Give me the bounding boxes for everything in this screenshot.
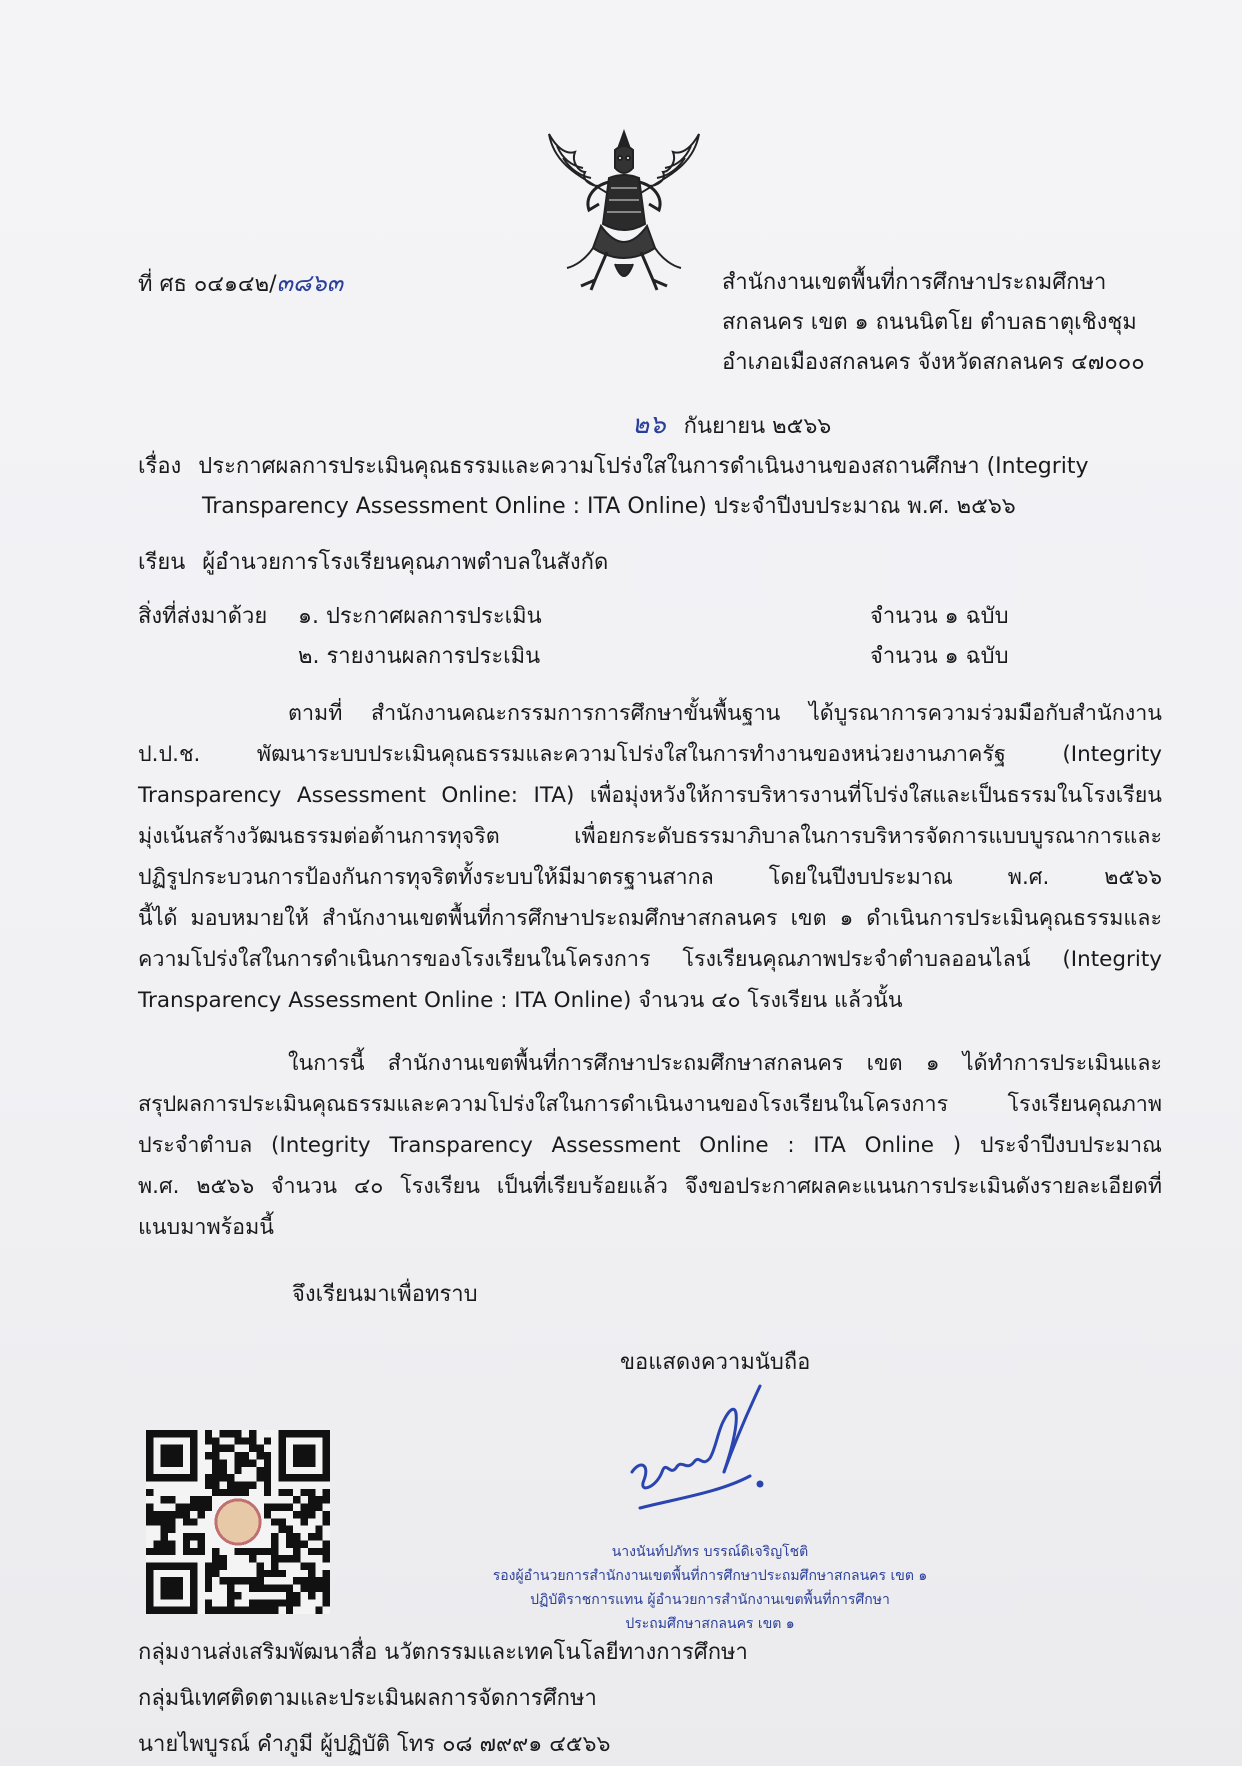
subject-line-1 (138, 452, 1089, 482)
enclosures-label: สิ่งที่ส่งมาด้วย (138, 604, 268, 629)
recipient (138, 548, 608, 578)
paragraph-1-line: ตามที่ สำนักงานคณะกรรมการการศึกษาขั้นพื้นฐาน ได้บูรณาการความร่วมมือกับสำนักงาน (288, 701, 1162, 726)
enclosure-item-2: ๒. รายงานผลการประเมิน (298, 644, 541, 669)
paragraph-2-line: ในการนี้ สำนักงานเขตพื้นที่การศึกษาประถมศึกษาสกลนคร เขต ๑ ได้ทำการประเมินและ (288, 1051, 1162, 1076)
recipient-text: ผู้อำนวยการโรงเรียนคุณภาพตำบลในสังกัด (202, 550, 609, 575)
signer-title-3: ประถมศึกษาสกลนคร เขต ๑ (625, 1616, 795, 1632)
paragraph-1-line: Transparency Assessment Online : ITA Online) จำนวน ๔๐ โรงเรียน แล้วนั้น (138, 988, 903, 1013)
subject-text-1: ประกาศผลการประเมินคุณธรรมและความโปร่งใสในการดำเนินงานของสถานศึกษา (Integrity (198, 454, 1089, 479)
recipient-label: เรียน (138, 550, 186, 575)
body-paragraph-2 (138, 1043, 1162, 1248)
paragraph-1-line: ปฏิรูปกระบวนการป้องกันการทุจริตทั้งระบบให้มีมาตรฐานสากล โดยในปีงบประมาณ พ.ศ. ๒๕๖๖ (138, 865, 1162, 890)
office-address-line-1: สำนักงานเขตพื้นที่การศึกษาประถมศึกษา (722, 270, 1107, 295)
signature-closing: ขอแสดงความนับถือ (620, 1350, 811, 1375)
closing-request: จึงเรียนมาเพื่อทราบ (292, 1282, 478, 1307)
document-date (632, 410, 831, 442)
footer-line-2: กลุ่มนิเทศติดตามและประเมินผลการจัดการศึกษา (138, 1686, 597, 1711)
signer-title-1: รองผู้อำนวยการสำนักงานเขตพื้นที่การศึกษาประถมศึกษาสกลนคร เขต ๑ (492, 1568, 928, 1584)
signer-name: นางนันท์ปภัทร บรรณ์ดิเจริญโชติ (611, 1544, 809, 1560)
subject-label: เรื่อง (138, 454, 182, 479)
enclosure-item-1: ๑. ประกาศผลการประเมิน (298, 604, 542, 629)
paragraph-2-line: สรุปผลการประเมินคุณธรรมและความโปร่งใสในการดำเนินงานของโรงเรียนในโครงการ โรงเรียนคุณภาพ (138, 1092, 1162, 1117)
footer-line-1: กลุ่มงานส่งเสริมพัฒนาสื่อ นวัตกรรมและเทคโนโลยีทางการศึกษา (138, 1640, 748, 1665)
paragraph-2-line: แนบมาพร้อมนี้ (138, 1215, 274, 1240)
qr-code (146, 1430, 330, 1614)
enclosure-qty-1: จำนวน ๑ ฉบับ (870, 604, 1009, 629)
paragraph-1-line: Transparency Assessment Online: ITA) เพื่อมุ่งหวังให้การบริหารงานที่โปร่งใสและเป็นธรรมในโรงเรียน (138, 783, 1162, 808)
footer-line-3: นายไพบูรณ์ คำภูมี ผู้ปฏิบัติ โทร ๐๘ ๗๙๙๑ ๔๕๖๖ (138, 1732, 611, 1757)
signer-title-2: ปฏิบัติราชการแทน ผู้อำนวยการสำนักงานเขตพื้นที่การศึกษา (530, 1592, 890, 1608)
body-paragraph-1 (138, 693, 1162, 1021)
office-address-line-2: สกลนคร เขต ๑ ถนนนิตโย ตำบลธาตุเชิงชุม (722, 310, 1137, 335)
enclosure-qty-2: จำนวน ๑ ฉบับ (870, 644, 1009, 669)
date-month-year: กันยายน ๒๕๖๖ (683, 414, 832, 439)
paragraph-1-line: ป.ป.ช. พัฒนาระบบประเมินคุณธรรมและความโปร่งใสในการทำงานของหน่วยงานภาครัฐ (Integrity (138, 742, 1162, 767)
date-day-handwritten: ๒๖ (632, 410, 666, 440)
paragraph-1-line: ความโปร่งใสในการดำเนินการของโรงเรียนในโครงการ โรงเรียนคุณภาพประจำตำบลออนไลน์ (Integrity (138, 947, 1162, 972)
garuda-emblem (545, 128, 703, 296)
paragraph-1-line: นี้ได้ มอบหมายให้ สำนักงานเขตพื้นที่การศึกษาประถมศึกษาสกลนคร เขต ๑ ดำเนินการประเมินคุณธรรมและ (138, 906, 1162, 931)
qr-center-logo (216, 1500, 260, 1544)
paragraph-1-line: มุ่งเน้นสร้างวัฒนธรรมต่อต้านการทุจริต เพื่อยกระดับธรรมาภิบาลในการบริหารจัดการแบบบูรณาการและ (138, 824, 1162, 849)
document-number (138, 268, 343, 300)
office-address-line-3: อำเภอเมืองสกลนคร จังหวัดสกลนคร ๔๗๐๐๐ (722, 350, 1145, 375)
subject-line-2: Transparency Assessment Online : ITA Online) ประจำปีงบประมาณ พ.ศ. ๒๕๖๖ (202, 494, 1016, 519)
document-number-prefix: ที่ ศธ ๐๔๑๔๒/ (138, 272, 277, 297)
handwritten-signature (620, 1380, 780, 1530)
signature-stamp (430, 1540, 990, 1636)
paragraph-2-line: ประจำตำบล (Integrity Transparency Assessment Online : ITA Online ) ประจำปีงบประมาณ (138, 1133, 1162, 1158)
paragraph-2-line: พ.ศ. ๒๕๖๖ จำนวน ๔๐ โรงเรียน เป็นที่เรียบร้อยแล้ว จึงขอประกาศผลคะแนนการประเมินดังรายละเอียดที่ (138, 1174, 1162, 1199)
document-number-handwritten: ๓๘๖๓ (276, 269, 344, 297)
